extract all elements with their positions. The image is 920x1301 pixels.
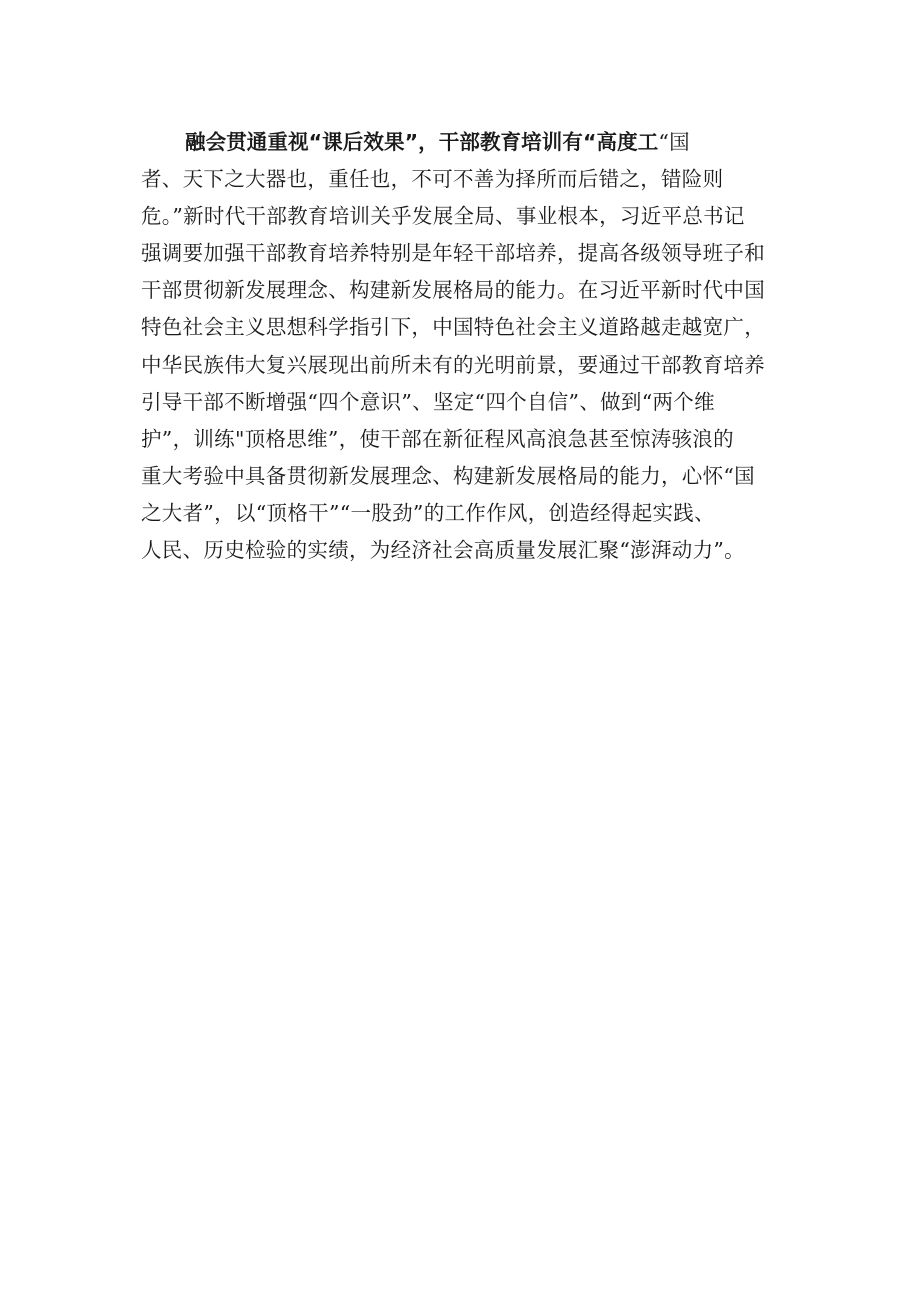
paragraph-line-1: [141, 124, 821, 161]
paragraph-line-7: 中华民族伟大复兴展现出前所未有的光明前景，要通过干部教育培养: [141, 352, 765, 377]
heading-run: 融会贯通重视“课后效果”，干部教育培训有“高度工: [185, 130, 659, 154]
body-paragraph: [141, 124, 821, 569]
paragraph-line-8: 引导干部不断增强“四个意识”、坚定“四个自信”、做到“两个维: [141, 389, 715, 414]
paragraph-line-6: 特色社会主义思想科学指引下，中国特色社会主义道路越走越宽广，: [141, 315, 765, 340]
paragraph-line-3: 危。”新时代干部教育培训关乎发展全局、事业根本，习近平总书记: [141, 204, 745, 229]
paragraph-line-9: 护”，训练"顶格思维”，使干部在新征程风高浪急甚至惊涛骇浪的: [141, 426, 734, 451]
line-1-tail: “国: [658, 130, 690, 154]
paragraph-line-5: 干部贯彻新发展理念、构建新发展格局的能力。在习近平新时代中国: [141, 278, 765, 303]
paragraph-line-2: 者、天下之大器也，重任也，不可不善为择所而后错之，错险则: [141, 167, 724, 192]
paragraph-line-12: 人民、历史检验的实绩，为经济社会高质量发展汇聚“澎湃动力”。: [141, 538, 745, 563]
paragraph-line-11: 之大者”，以“顶格干”“一股劲”的工作作风，创造经得起实践、: [141, 500, 715, 525]
paragraph-line-4: 强调要加强干部教育培养特别是年轻干部培养，提高各级领导班子和: [141, 241, 765, 266]
paragraph-line-10: 重大考验中具备贯彻新发展理念、构建新发展格局的能力，心怀“国: [141, 463, 755, 488]
